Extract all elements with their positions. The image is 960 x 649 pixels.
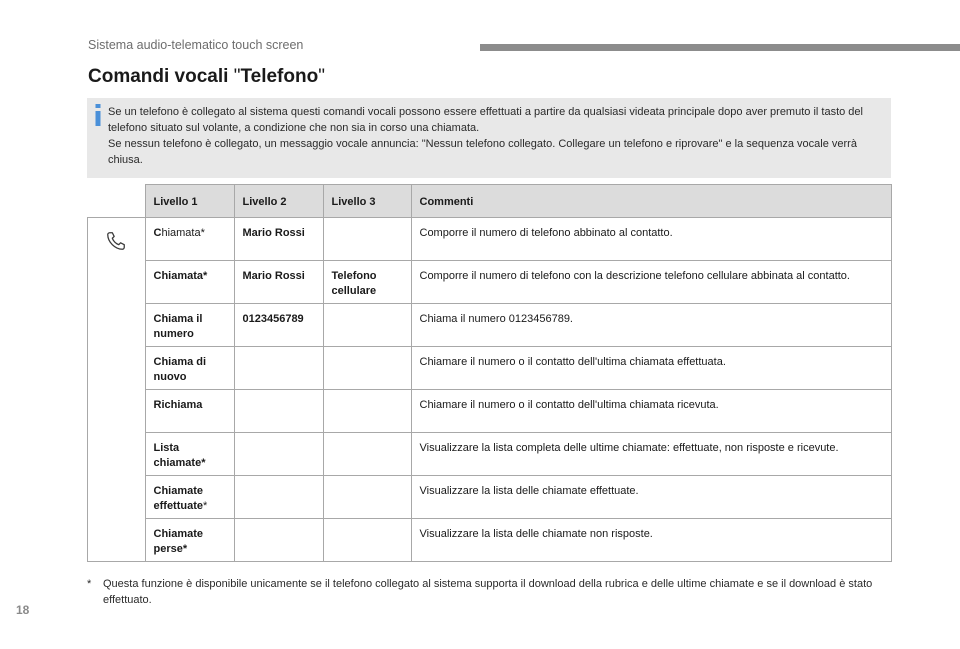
footnote <box>87 576 877 608</box>
row-3-livello-1 <box>145 304 234 347</box>
header-bar <box>480 44 960 51</box>
table-header-livello-2: Livello 2 <box>234 185 323 218</box>
row-3-l1-bold: Chiama il numero <box>153 313 203 340</box>
row-6-livello-1 <box>145 433 234 476</box>
row-8-livello-1 <box>145 519 234 562</box>
row-8-livello-2 <box>234 519 323 562</box>
row-5-livello-1 <box>145 390 234 433</box>
quote-close: " <box>318 66 325 87</box>
row-7-livello-1 <box>145 476 234 519</box>
header-title: Sistema audio-telematico touch screen <box>88 38 304 52</box>
row-7-livello-2 <box>234 476 323 519</box>
info-icon <box>93 104 103 126</box>
row-1-commento: Comporre il numero di telefono abbinato al contatto. <box>411 218 892 261</box>
info-text <box>108 104 886 168</box>
footnote-text: Questa funzione è disponibile unicamente se il telefono collegato al sistema supporta il download della rubrica e delle ultime chiamate e se il download è stato effettuato. <box>103 578 873 606</box>
row-3-livello-3 <box>323 304 411 347</box>
footnote-marker: * <box>87 578 92 590</box>
row-1-l1-rest: hiamata* <box>161 227 205 239</box>
info-box <box>87 98 891 178</box>
row-5-livello-3 <box>323 390 411 433</box>
row-7-l1-rest: * <box>203 500 208 512</box>
phone-icon-cell <box>88 218 146 562</box>
row-2-livello-1 <box>145 261 234 304</box>
row-2-commento: Comporre il numero di telefono con la descrizione telefono cellulare abbinata al contatto. <box>411 261 892 304</box>
row-1-livello-3 <box>323 218 411 261</box>
table-header-livello-3: Livello 3 <box>323 185 411 218</box>
row-2-livello-3: Telefono cellulare <box>323 261 411 304</box>
table-row <box>88 261 892 304</box>
row-5-livello-2 <box>234 390 323 433</box>
info-paragraph-2: Se nessun telefono è collegato, un messaggio vocale annuncia: "Nessun telefono collegato. Collegare un telefono e riprovare" e la sequenza vocale verrà chiusa. <box>108 138 857 166</box>
row-8-commento: Visualizzare la lista delle chiamate non risposte. <box>411 519 892 562</box>
row-7-l1-bold: Chiamate effettuate <box>153 485 204 512</box>
row-1-l1-bold: C <box>153 227 162 239</box>
row-1-livello-1 <box>145 218 234 261</box>
voice-commands-table <box>87 184 892 562</box>
table-header-blank <box>88 185 146 218</box>
info-paragraph-1: Se un telefono è collegato al sistema questi comandi vocali possono essere effettuati a partire da qualsiasi videata principale dopo aver premuto il tasto del telefono situato sul volante, a condizione che non sia in corso una chiamata. <box>108 106 863 134</box>
table-row <box>88 347 892 390</box>
table-row <box>88 476 892 519</box>
row-7-commento: Visualizzare la lista delle chiamate effettuate. <box>411 476 892 519</box>
table-row <box>88 519 892 562</box>
table-row <box>88 304 892 347</box>
page-title-main: Comandi vocali <box>88 66 229 87</box>
table-header-livello-1: Livello 1 <box>145 185 234 218</box>
row-5-l1-bold: Richiama <box>153 399 203 411</box>
phone-handset-icon <box>105 230 127 252</box>
quote-open: " <box>233 66 241 87</box>
table-row <box>88 218 892 261</box>
row-4-livello-2 <box>234 347 323 390</box>
page-number: 18 <box>16 603 30 617</box>
row-4-l1-bold: Chiama di nuovo <box>153 356 207 383</box>
row-6-livello-3 <box>323 433 411 476</box>
row-1-livello-2: Mario Rossi <box>234 218 323 261</box>
row-4-livello-3 <box>323 347 411 390</box>
row-4-commento: Chiamare il numero o il contatto dell'ultima chiamata effettuata. <box>411 347 892 390</box>
row-6-livello-2 <box>234 433 323 476</box>
row-6-commento: Visualizzare la lista completa delle ultime chiamate: effettuate, non risposte e ricevute. <box>411 433 892 476</box>
page-title <box>88 66 325 88</box>
row-3-commento: Chiama il numero 0123456789. <box>411 304 892 347</box>
row-7-livello-3 <box>323 476 411 519</box>
row-2-livello-2: Mario Rossi <box>234 261 323 304</box>
row-2-l1-bold: Chiamata* <box>153 270 208 282</box>
table-row <box>88 390 892 433</box>
row-8-livello-3 <box>323 519 411 562</box>
row-3-livello-2: 0123456789 <box>234 304 323 347</box>
table-header-row <box>88 185 892 218</box>
row-4-livello-1 <box>145 347 234 390</box>
row-6-l1-bold: Lista chiamate* <box>153 442 206 469</box>
table-row <box>88 433 892 476</box>
page-title-quoted: Telefono <box>240 66 319 87</box>
table-header-commenti: Commenti <box>411 185 892 218</box>
row-8-l1-bold: Chiamate perse* <box>153 528 204 555</box>
row-5-commento: Chiamare il numero o il contatto dell'ultima chiamata ricevuta. <box>411 390 892 433</box>
